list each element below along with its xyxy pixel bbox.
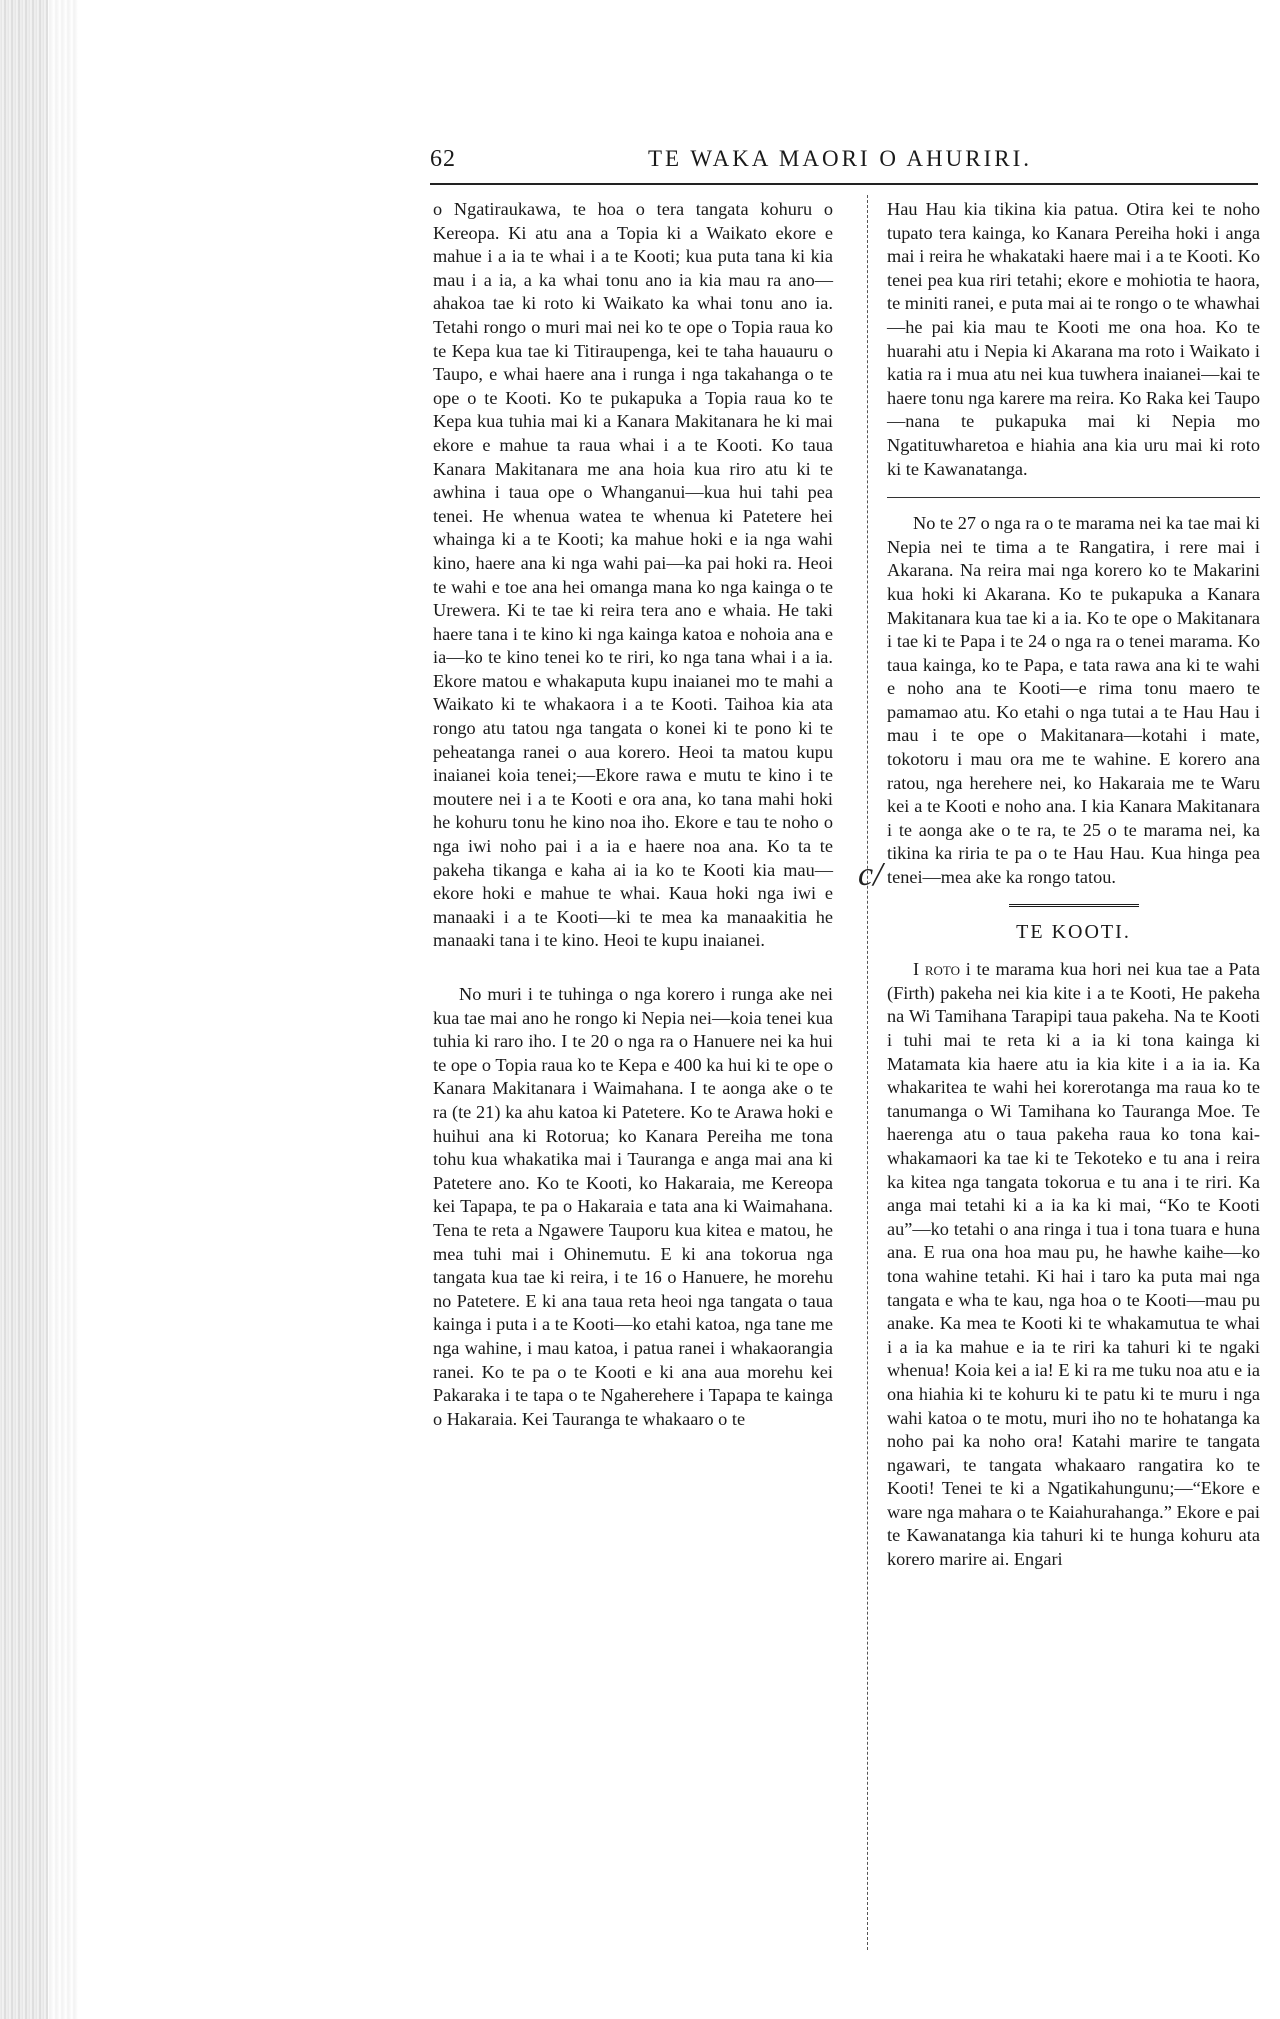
paragraph-gap [433,953,833,983]
section-lead-words: I roto [913,959,960,980]
left-column [433,198,833,1431]
margin-correction-mark: c/ [858,856,883,893]
section-heading: TE KOOTI. [1016,920,1131,943]
section-body-text: i te marama kua hori nei kua tae a Pata (Firth) pakeha nei kia kite i a te Kooti, He pakeha na Wi Tamihana Tarapipi taua pakeha. Na te Kooti i tuhi mai te reta ki a ia ki tona kainga ki Matamata kia haere atu ia kia kite i a ia ia. Ka whakaritea te wahi hei korerotanga ma raua ko te tanumanga o Wi Tamihana ko Tauranga Moe. Te haerenga atu o taua pakeha raua ko tona kai-whakamaori ka tae ki te Tekoteko e tu ana i reira ka kitea nga tangata tokorua e tu ana i te riri. Ka anga mai tetahi ki a ia ka ki mai, “Ko te Kooti au”—ko tetahi o ana ringa i tua i tona tuara e huna ana. E rua ona hoa mau pu, he hawhe kaihe—ko tona wahine tetahi. Ki hai i taro ka puta mai nga tangata e wha te kau, nga hoa o te Kooti—mau pu anake. Ka mea te Kooti ki te whakamutua te whai i a ia ka mahue e ia te riri ka tahuri ki te ngaki whenua! Koia kei a ia! E ki ra me tuku noa atu e ia ona hiahia ki te kohuru ki te patu ki te muru i nga wahi katoa o te motu, muri iho no te hohatanga ka noho pai ka noho ora! Katahi marire te tangata ngawari, te tangata whakaaro rangatira ko te Kooti! Tenei te ki a Ngatikahungunu;—“Ekore e ware nga mahara o te Kaiahurahanga.” Ekore e pai te Kawanatanga kia tahuri ki te hunga kohuru ata korero marire ai. Engari [887,959,1260,1570]
section-paragraph [887,958,1260,1571]
left-paragraph-2: No muri i te tuhinga o nga korero i runga ake nei kua tae mai ano he rongo ki Nepia nei—koia tenei kua tuhia ki raro iho. I te 20 o nga ra o Hanuere nei ka hui te ope o Topia raua ko te Kepa e 400 ka hui ki te ope o Kanara Makitanara i Waimahana. I te aonga ake o te ra (te 21) ka ahu katoa ki Patetere. Ko te Arawa hoki e huihui ana ki Rotorua; ko Kanara Pereiha me tona tohu kua whakatika mai i Tauranga e anga mai ana ki Patetere ano. Ko te Kooti, ko Hakaraia, me Kereopa kei Tapapa, te pa o Hakaraia e tata ana ki Waimahana. Tena te reta a Ngawere Tauporu kua kitea e matou, he mea tuhi mai i Ohinemutu. E ki ana tokorua nga tangata kua tae ki reira, i te 16 o Hanuere, he morehu no Patetere. E ki ana taua reta heoi nga tangata o taua kainga i puta i a te Kooti—ko etahi katoa, nga tane me nga wahine, i mau katoa, i patua ranei i whakaorangia ranei. Ko te pa o te Kooti e ki ana aua morehu kei Pakaraka i te tapa o te Ngaherehere i Tapapa te kainga o Hakaraia. Kei Tauranga te whakaaro o te [433,984,833,1429]
running-title: TE WAKA MAORI O AHURIRI. [648,146,1032,171]
page-number: 62 [430,146,456,172]
section-rule [1009,904,1139,907]
right-paragraph-2: No te 27 o nga ra o te marama nei ka tae mai ki Nepia nei te tima a te Rangatira, i rere mai i Akarana. Na reira mai nga korero ko te Makarini kua hoki ki Akarana. Ko te pukapuka a Kanara Makitanara kua tae ki a ia. Ko te ope o Makitanara i tae ki te Papa i te 24 o nga ra o tenei marama. Ko taua kainga, ko te Papa, e tata rawa ana ki te wahi e noho ana te Kooti—e rima tonu maero te pamamao atu. Ko etahi o nga tutai a te Hau Hau i mau i te ope o Makitanara—kotahi i mate, tokotoru i mau ora me te wahine. E korero ana ratou, nga herehere nei, ko Hakaraia me te Waru kei a te Kooti e noho ana. I kia Kanara Makitanara i te aonga ake o te ra, te 25 o te marama nei, ka tikina ka riria te pa o te Hau Hau. Kua hinga pea tenei—mea ake ka rongo tatou. [887,513,1260,888]
binding-edge [0,0,48,2019]
header-rule [430,183,1258,185]
column-divider [867,195,868,1950]
right-column [887,198,1260,1572]
right-paragraph-1: Hau Hau kia tikina kia patua. Otira kei te noho tupato tera kainga, ko Kanara Pereiha hoki i anga mai i reira he whakataki haere mai i a te Kooti. Ko tenei pea kua riri tetahi; ekore e mohiotia te haora, te miniti ranei, e puta mai ai te rongo o te whawhai—he pai kia mau te Kooti me ona hoa. Ko te huarahi atu i Nepia ki Akarana ma roto i Waikato i katia ra i mua atu nei kua tuwhera inaianei—kai te haere tonu nga karere ma reira. Ko Raka kei Taupo—nana te pukapuka mai ki Nepia mo Ngatituwharetoa e hiahia ana kia uru mai ki roto ki te Kawanatanga. [887,199,1260,479]
page-header [430,146,1270,176]
paragraph-rule [887,497,1260,498]
binding-shadow [48,0,78,2019]
left-paragraph-1: o Ngatiraukawa, te hoa o tera tangata kohuru o Kereopa. Ki atu ana a Topia ki a Waikato ekore e mahue i a ia te whai i a te Kooti; kua puta tana ki kia mau i a ia, a ka whai tonu ano ia kia mau ra ano—ahakoa tae ki roto ki Waikato ka whai tonu ano ia. Tetahi rongo o muri mai nei ko te ope o Topia raua ko te Kepa kua tae ki Titiraupenga, kei te taha hauauru o Taupo, e whai haere ana i runga i nga takahanga o te ope o te Kooti. Ko te pukapuka a Topia raua ko te Kepa kua tuhia mai ki a Kanara Makitanara he ki mai ekore e mahue ta raua whai i a te Kooti. Ko taua Kanara Makitanara me ana hoia kua riro atu ki te awhina i taua ope o Whanganui—kua hui tahi pea tenei. He whenua watea te whenua ki Patetere hei whainga ki a te Kooti; ka mahue hoki e ia nga wahi kino, haere ana ki nga wahi pai—ka pai hoki ra. Heoi te wahi e toe ana hei omanga mana ko nga kainga o te Urewera. Ki te tae ki reira tera ano e whaia. He taki haere tana i te kino ki nga kainga katoa e nohoia ana e ia—ko te kino tenei ko te riri, ko nga tana whai i a ia. Ekore matou e whakaputa kupu inaianei mo te mahi a Waikato ki te whakaora i a te Kooti. Taihoa kia ata rongo atu tatou nga tangata o konei ki te pono ki te peheatanga ranei o aua korero. Heoi ta matou kupu inaianei koia tenei;—Ekore rawa e mutu te kino i te moutere nei i a te Kooti e ora ana, ko tana mahi hoki he kohuru tonu he kino noa iho. Ekore e tau te noho o nga iwi noho pai i a ia e haere noa ana. Ko ta te pakeha tikanga e kaha ai ia ko te Kooti kia mau—ekore hoki e mahue te whai. Kaua hoki nga iwi e manaaki i a te Kooti—ki te mea ka manaakitia he manaaki tana i te kino. Heoi te kupu inaianei. [433,199,833,951]
